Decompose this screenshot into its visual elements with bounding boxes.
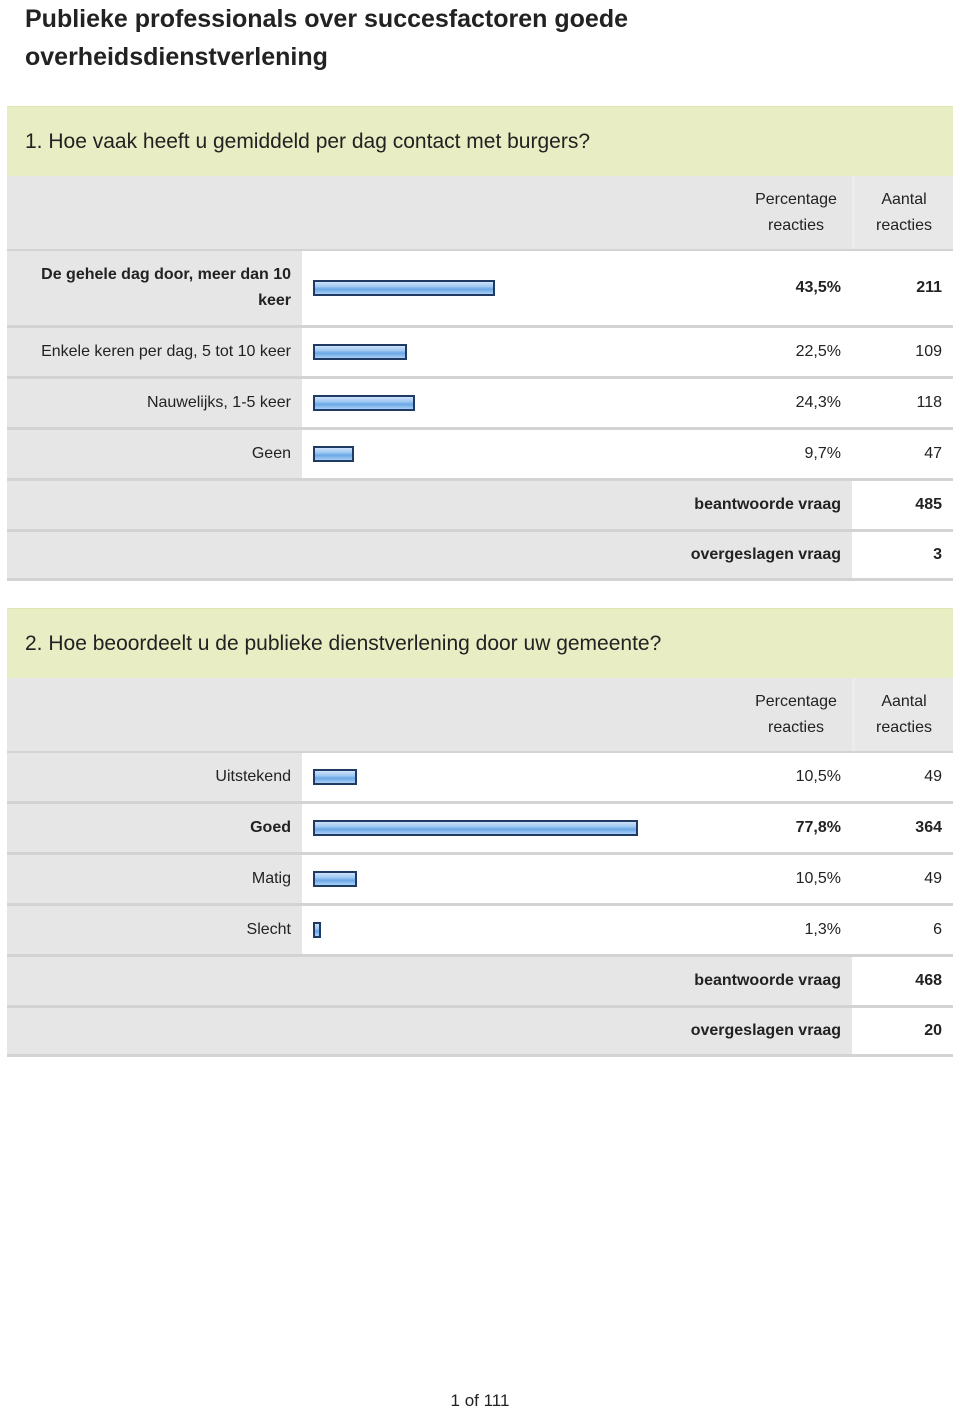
answer-label: Goed	[7, 804, 302, 852]
answer-percentage: 9,7%	[740, 430, 852, 478]
answer-label: De gehele dag door, meer dan 10 keer	[7, 251, 302, 325]
answer-bar	[313, 395, 415, 411]
answer-row	[7, 379, 953, 430]
answered-count: 485	[852, 481, 953, 529]
header-empty-label	[7, 678, 302, 751]
column-header-row	[7, 176, 953, 251]
answer-bar	[313, 344, 407, 360]
header-percentage: Percentage reacties	[740, 176, 852, 249]
answer-bar-cell	[302, 855, 740, 903]
header-count: Aantal reacties	[852, 678, 953, 751]
answer-label: Slecht	[7, 906, 302, 954]
question-2	[7, 608, 953, 1057]
answer-bar	[313, 820, 638, 836]
answer-count: 49	[852, 855, 953, 903]
answer-bar-cell	[302, 430, 740, 478]
answer-count: 47	[852, 430, 953, 478]
header-count: Aantal reacties	[852, 176, 953, 249]
skipped-label: overgeslagen vraag	[7, 532, 852, 578]
answer-row	[7, 906, 953, 957]
answer-label: Matig	[7, 855, 302, 903]
answer-percentage: 10,5%	[740, 753, 852, 801]
answer-bar-cell	[302, 804, 740, 852]
answer-count: 109	[852, 328, 953, 376]
question-title: 2. Hoe beoordeelt u de publieke dienstverlening door uw gemeente?	[7, 608, 953, 678]
header-empty-bar	[302, 176, 740, 249]
answer-percentage: 43,5%	[740, 251, 852, 325]
answer-bar-cell	[302, 906, 740, 954]
question-1	[7, 106, 953, 581]
question-title: 1. Hoe vaak heeft u gemiddeld per dag contact met burgers?	[7, 106, 953, 176]
header-percentage: Percentage reacties	[740, 678, 852, 751]
answer-row	[7, 753, 953, 804]
answer-percentage: 22,5%	[740, 328, 852, 376]
answer-count: 211	[852, 251, 953, 325]
answer-bar	[313, 922, 321, 938]
answer-bar-cell	[302, 379, 740, 427]
answered-row	[7, 481, 953, 532]
answer-count: 49	[852, 753, 953, 801]
answer-row	[7, 328, 953, 379]
header-empty-bar	[302, 678, 740, 751]
skipped-label: overgeslagen vraag	[7, 1008, 852, 1054]
page-title: Publieke professionals over succesfactoren goede overheidsdienstverlening	[25, 5, 629, 71]
skipped-count: 3	[852, 532, 953, 578]
answer-percentage: 24,3%	[740, 379, 852, 427]
answer-percentage: 1,3%	[740, 906, 852, 954]
skipped-row	[7, 1008, 953, 1057]
answer-label: Geen	[7, 430, 302, 478]
answer-bar-cell	[302, 753, 740, 801]
answer-bar-cell	[302, 251, 740, 325]
skipped-row	[7, 532, 953, 581]
header-empty-label	[7, 176, 302, 249]
answer-percentage: 77,8%	[740, 804, 852, 852]
page-number: 1 of 111	[450, 1391, 510, 1410]
answer-row	[7, 804, 953, 855]
skipped-count: 20	[852, 1008, 953, 1054]
answer-count: 118	[852, 379, 953, 427]
answer-label: Uitstekend	[7, 753, 302, 801]
answered-count: 468	[852, 957, 953, 1005]
answer-row	[7, 430, 953, 481]
answered-row	[7, 957, 953, 1008]
column-header-row	[7, 678, 953, 753]
answered-label: beantwoorde vraag	[7, 957, 852, 1005]
answer-count: 6	[852, 906, 953, 954]
answer-bar	[313, 871, 357, 887]
answer-bar	[313, 280, 495, 296]
answered-label: beantwoorde vraag	[7, 481, 852, 529]
answer-label: Enkele keren per dag, 5 tot 10 keer	[7, 328, 302, 376]
answer-label: Nauwelijks, 1-5 keer	[7, 379, 302, 427]
answer-bar-cell	[302, 328, 740, 376]
answer-row	[7, 251, 953, 328]
answer-bar	[313, 769, 357, 785]
answer-percentage: 10,5%	[740, 855, 852, 903]
answer-row	[7, 855, 953, 906]
answer-count: 364	[852, 804, 953, 852]
answer-bar	[313, 446, 354, 462]
